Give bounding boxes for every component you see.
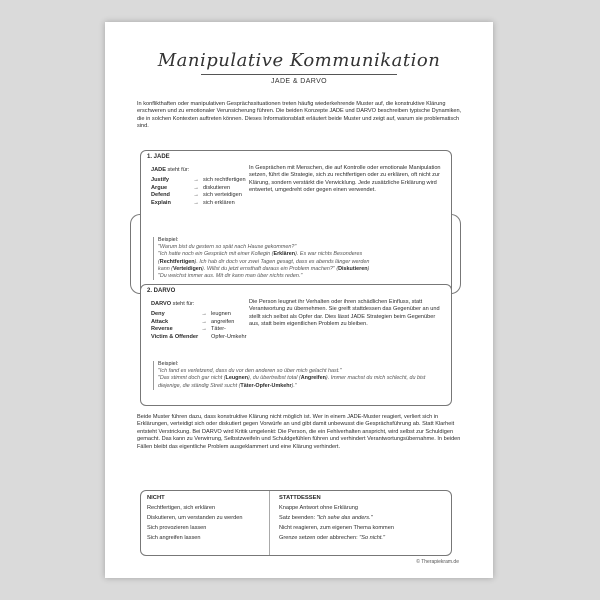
jade-term: Defend → sich verteidigen: [151, 192, 242, 199]
dont-heading: NICHT: [147, 495, 165, 501]
darvo-terms: [151, 311, 246, 341]
comparison-box: [140, 490, 452, 556]
darvo-lead: DARVO steht für:: [151, 301, 195, 307]
instead-item: Knappe Antwort ohne Erklärung: [279, 505, 358, 511]
darvo-example: Beispiel: "Ich fand es verletzend, dass du vor den anderen so über mich gelacht hast." "Das stimmt doch gar nicht (Leugnen), du übertreibst total (Angreifen). Immer machst du mich schlecht, du bist diejenige, die ständig Streit sucht (Täter-Opfer-Umkehr).": [153, 361, 444, 390]
darvo-term: Victim & Offender Opfer-Umkehr: [151, 333, 247, 340]
intro-paragraph: In konflikthaften oder manipulativen Gesprächssituationen treten häufig wiederkehrende Muster auf, die konstruktive Klärung erschweren und zu emotionaler Verunsicherung führen. Die beiden Konzepte JADE und DARVO beschreiben typische Dynamiken, die in solchen Kontexten auftreten können. Dieses Informationsblatt erläutert beide Muster und zeigt auf, warum sie problematisch sind.: [137, 101, 462, 130]
instead-item: Satz beenden: "Ich sehe das anders.": [279, 515, 373, 521]
jade-heading: 1. JADE: [147, 154, 170, 160]
instead-item: Nicht reagieren, zum eigenen Thema kommen: [279, 525, 394, 531]
darvo-description: Die Person leugnet ihr Verhalten oder ihren schädlichen Einfluss, statt Verantwortung zu übernehmen. Sie greift stattdessen das Gegenüber an und stellt sich selbst als Opfer dar. Dies lässt JADE Strategien beim Gegenüber aus, statt beim eigentlichen Problem zu bleiben.: [249, 299, 440, 328]
instead-column: [273, 491, 451, 555]
jade-term: Explain → sich erklären: [151, 199, 235, 206]
info-sheet: [105, 22, 493, 578]
darvo-term: Reverse → Täter-: [151, 326, 226, 333]
page-subtitle: JADE & DARVO: [270, 78, 328, 85]
jade-description: In Gesprächen mit Menschen, die auf Kontrolle oder emotionale Manipulation setzen, führt die Strategie, sich zu rechtfertigen oder zu erklären, oft nicht zur Klärung, sondern verstärkt die Verwicklung. Jede zusätzliche Erklärung wird entwertet, umgedreht oder gegen einen verwendet.: [249, 165, 441, 194]
jade-lead: JADE steht für:: [151, 167, 190, 173]
jade-term: Argue → diskutieren: [151, 184, 231, 191]
jade-section: [140, 150, 452, 296]
title-underline: [201, 74, 397, 75]
darvo-term: Attack → angreifen: [151, 318, 235, 325]
jade-terms: [151, 177, 246, 207]
conclusion-paragraph: Beide Muster führen dazu, dass konstruktive Klärung nicht möglich ist. Wer in einem JADE-Muster reagiert, verliert sich in Erklärungen, verteidigt sich oder diskutiert gegen Vorwürfe an und gibt damit unbewusst die Gesprächsführung ab. Statt Klarheit entsteht Verstrickung. Bei DARVO wird Kritik umgelenkt: Die Person, die ein Fehlverhalten anspricht, wird selbst zur Schuldigen gemacht. Das kann zu Verwirrung, Selbstzweifeln und Schuldgefühlen führen und verhindert Verantwortungsübernahme. In beiden Fällen bleibt das eigentliche Problem ausgeklammert und eine Klärung verhindert.: [137, 414, 461, 450]
page-title: Manipulative Kommunikation: [157, 50, 441, 71]
darvo-heading: 2. DARVO: [147, 288, 176, 294]
dont-item: Rechtfertigen, sich erklären: [147, 505, 216, 511]
instead-heading: STATTDESSEN: [279, 495, 321, 501]
dont-item: Sich provozieren lassen: [147, 525, 207, 531]
instead-item: Grenze setzen oder abbrechen: "So nicht.": [279, 535, 385, 541]
darvo-section: [140, 284, 452, 406]
darvo-term: Deny → leugnen: [151, 311, 231, 317]
dont-item: Sich angreifen lassen: [147, 535, 201, 541]
dont-column: [141, 491, 270, 555]
jade-term: Justify → sich rechtfertigen: [151, 177, 246, 183]
jade-example: Beispiel: "Warum bist du gestern so spät nach Hause gekommen?" "Ich hatte noch ein Gespräch mit einer Kollegin (Erklären). Es war nichts Besonderes (Rechtfertigen). Ich hab dir doch vor zwei Tagen gesagt, dass es abends länger werden kann (Verteidigen). Willst du jetzt ernsthaft daraus ein Problem machen?" (Diskutieren) "Du weichst immer aus. Mit dir kann man über nichts reden.": [153, 237, 444, 280]
dont-item: Diskutieren, um verstanden zu werden: [147, 515, 243, 521]
copyright-footer: © Therapiekram.de: [416, 559, 459, 565]
